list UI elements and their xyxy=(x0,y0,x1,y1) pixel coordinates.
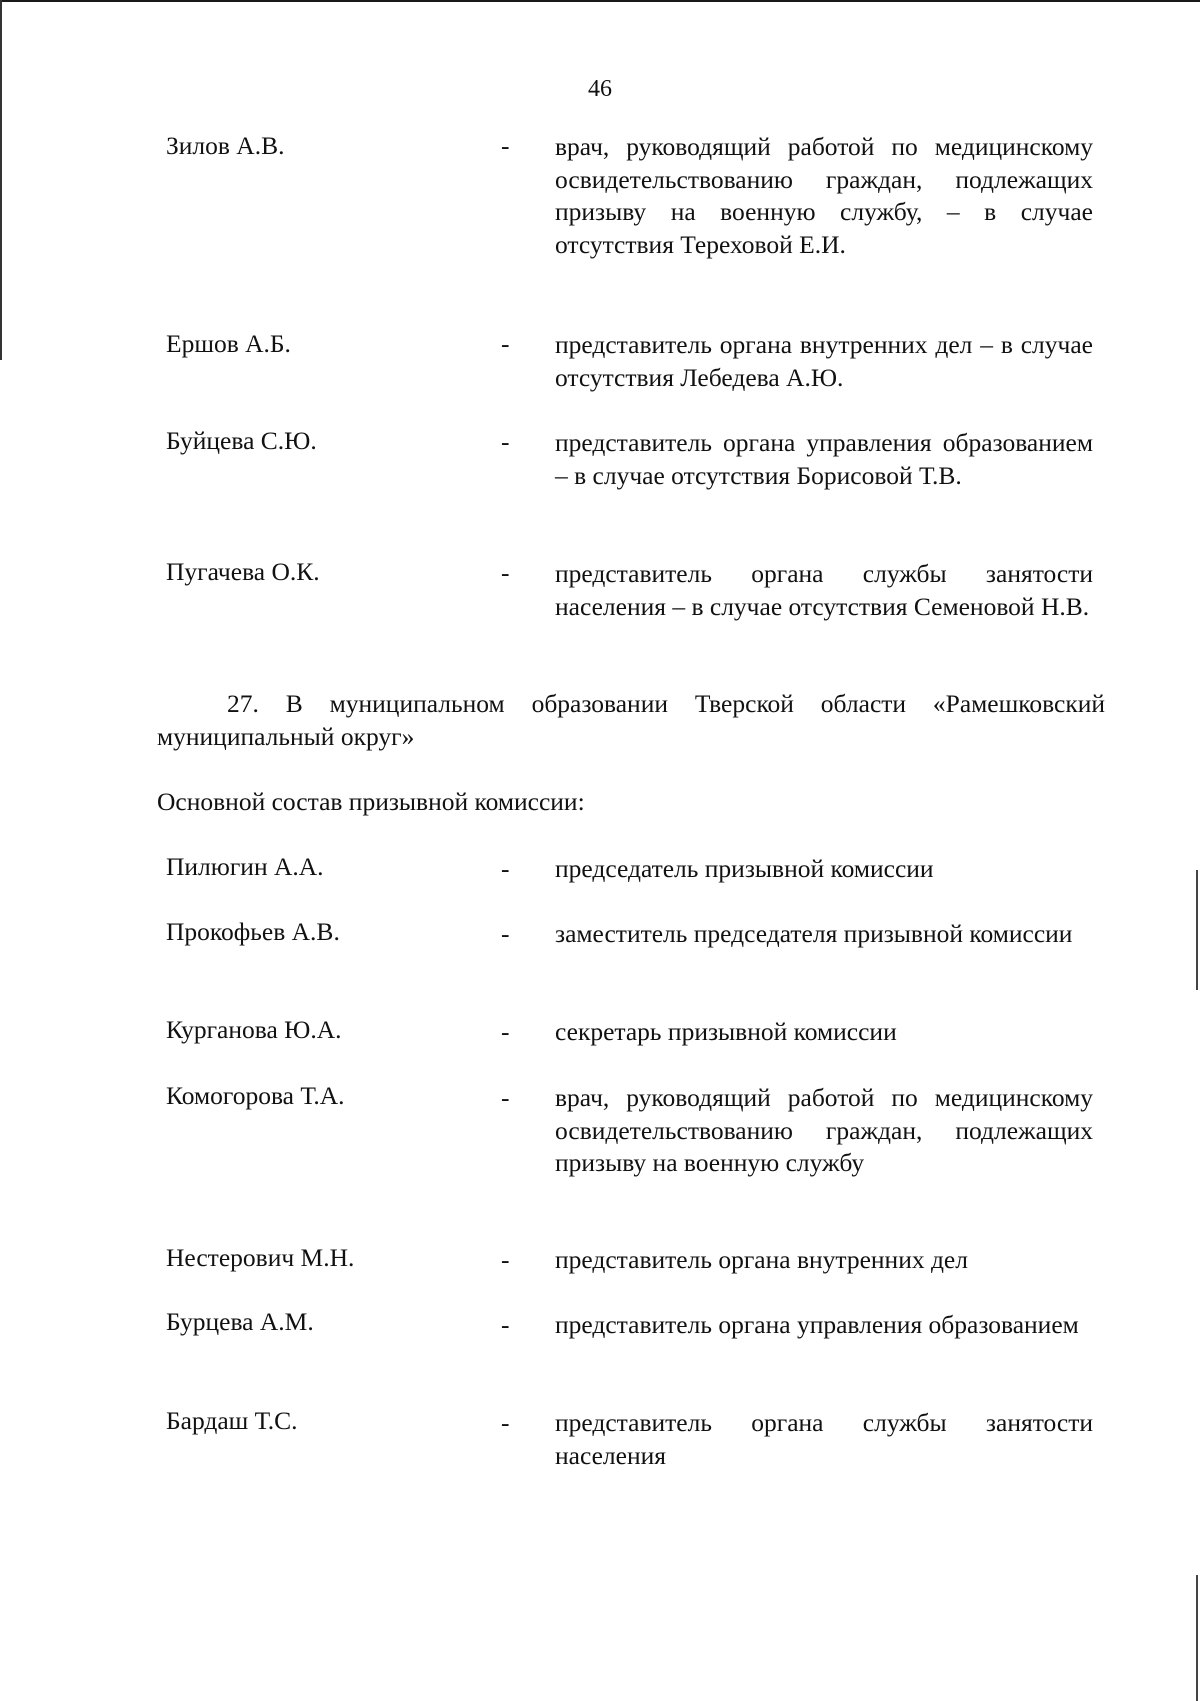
member-name: Комогорова Т.А. xyxy=(166,1081,345,1110)
member-role: заместитель председателя призывной комиссии xyxy=(555,919,1073,948)
member-role: председатель призывной комиссии xyxy=(555,854,934,883)
member-dash: - xyxy=(501,1310,510,1339)
member-role: врач, руководящий работой по медицинскому освидетельствованию граждан, подлежащих призыву на военную службу, – в случае отсутствия Тереховой Е.И. xyxy=(555,132,1093,259)
scan-edge-right-lower xyxy=(1196,1575,1198,1701)
member-dash: - xyxy=(501,919,510,948)
member-dash: - xyxy=(501,427,510,456)
member-role: представитель органа управления образованием – в случае отсутствия Борисовой Т.В. xyxy=(555,428,1093,490)
page-number: 46 xyxy=(588,76,612,102)
member-dash: - xyxy=(501,1245,510,1274)
member-dash: - xyxy=(501,1408,510,1437)
member-name: Ершов А.Б. xyxy=(166,329,291,358)
member-name: Зилов А.В. xyxy=(166,131,285,160)
member-name: Бурцева А.М. xyxy=(166,1307,314,1336)
section-27-paragraph: 27. В муниципальном образовании Тверской области «Рамешковский муниципальный округ» xyxy=(157,689,1105,751)
member-role: представитель органа внутренних дел – в случае отсутствия Лебедева А.Ю. xyxy=(555,330,1093,392)
member-name: Бардаш Т.С. xyxy=(166,1406,298,1435)
member-role: представитель органа управления образованием xyxy=(555,1310,1079,1339)
member-dash: - xyxy=(501,329,510,358)
scan-edge-left xyxy=(0,0,2,360)
member-name: Пилюгин А.А. xyxy=(166,852,324,881)
member-dash: - xyxy=(501,854,510,883)
member-role: секретарь призывной комиссии xyxy=(555,1017,897,1046)
member-role: представитель органа службы занятости населения – в случае отсутствия Семеновой Н.В. xyxy=(555,559,1093,621)
member-role: представитель органа службы занятости населения xyxy=(555,1408,1093,1470)
member-name: Курганова Ю.А. xyxy=(166,1015,342,1044)
member-role: представитель органа внутренних дел xyxy=(555,1245,968,1274)
member-role: врач, руководящий работой по медицинскому освидетельствованию граждан, подлежащих призыву на военную службу xyxy=(555,1083,1093,1177)
member-name: Прокофьев А.В. xyxy=(166,917,340,946)
member-dash: - xyxy=(501,131,510,160)
member-name: Пугачева О.К. xyxy=(166,557,320,586)
scan-edge-right-upper xyxy=(1196,870,1198,990)
member-dash: - xyxy=(501,1017,510,1046)
section-heading: Основной состав призывной комиссии: xyxy=(157,787,585,816)
member-dash: - xyxy=(501,1083,510,1112)
member-dash: - xyxy=(501,558,510,587)
member-name: Буйцева С.Ю. xyxy=(166,426,317,455)
member-name: Нестерович М.Н. xyxy=(166,1243,355,1272)
scan-edge-top xyxy=(0,0,1200,2)
